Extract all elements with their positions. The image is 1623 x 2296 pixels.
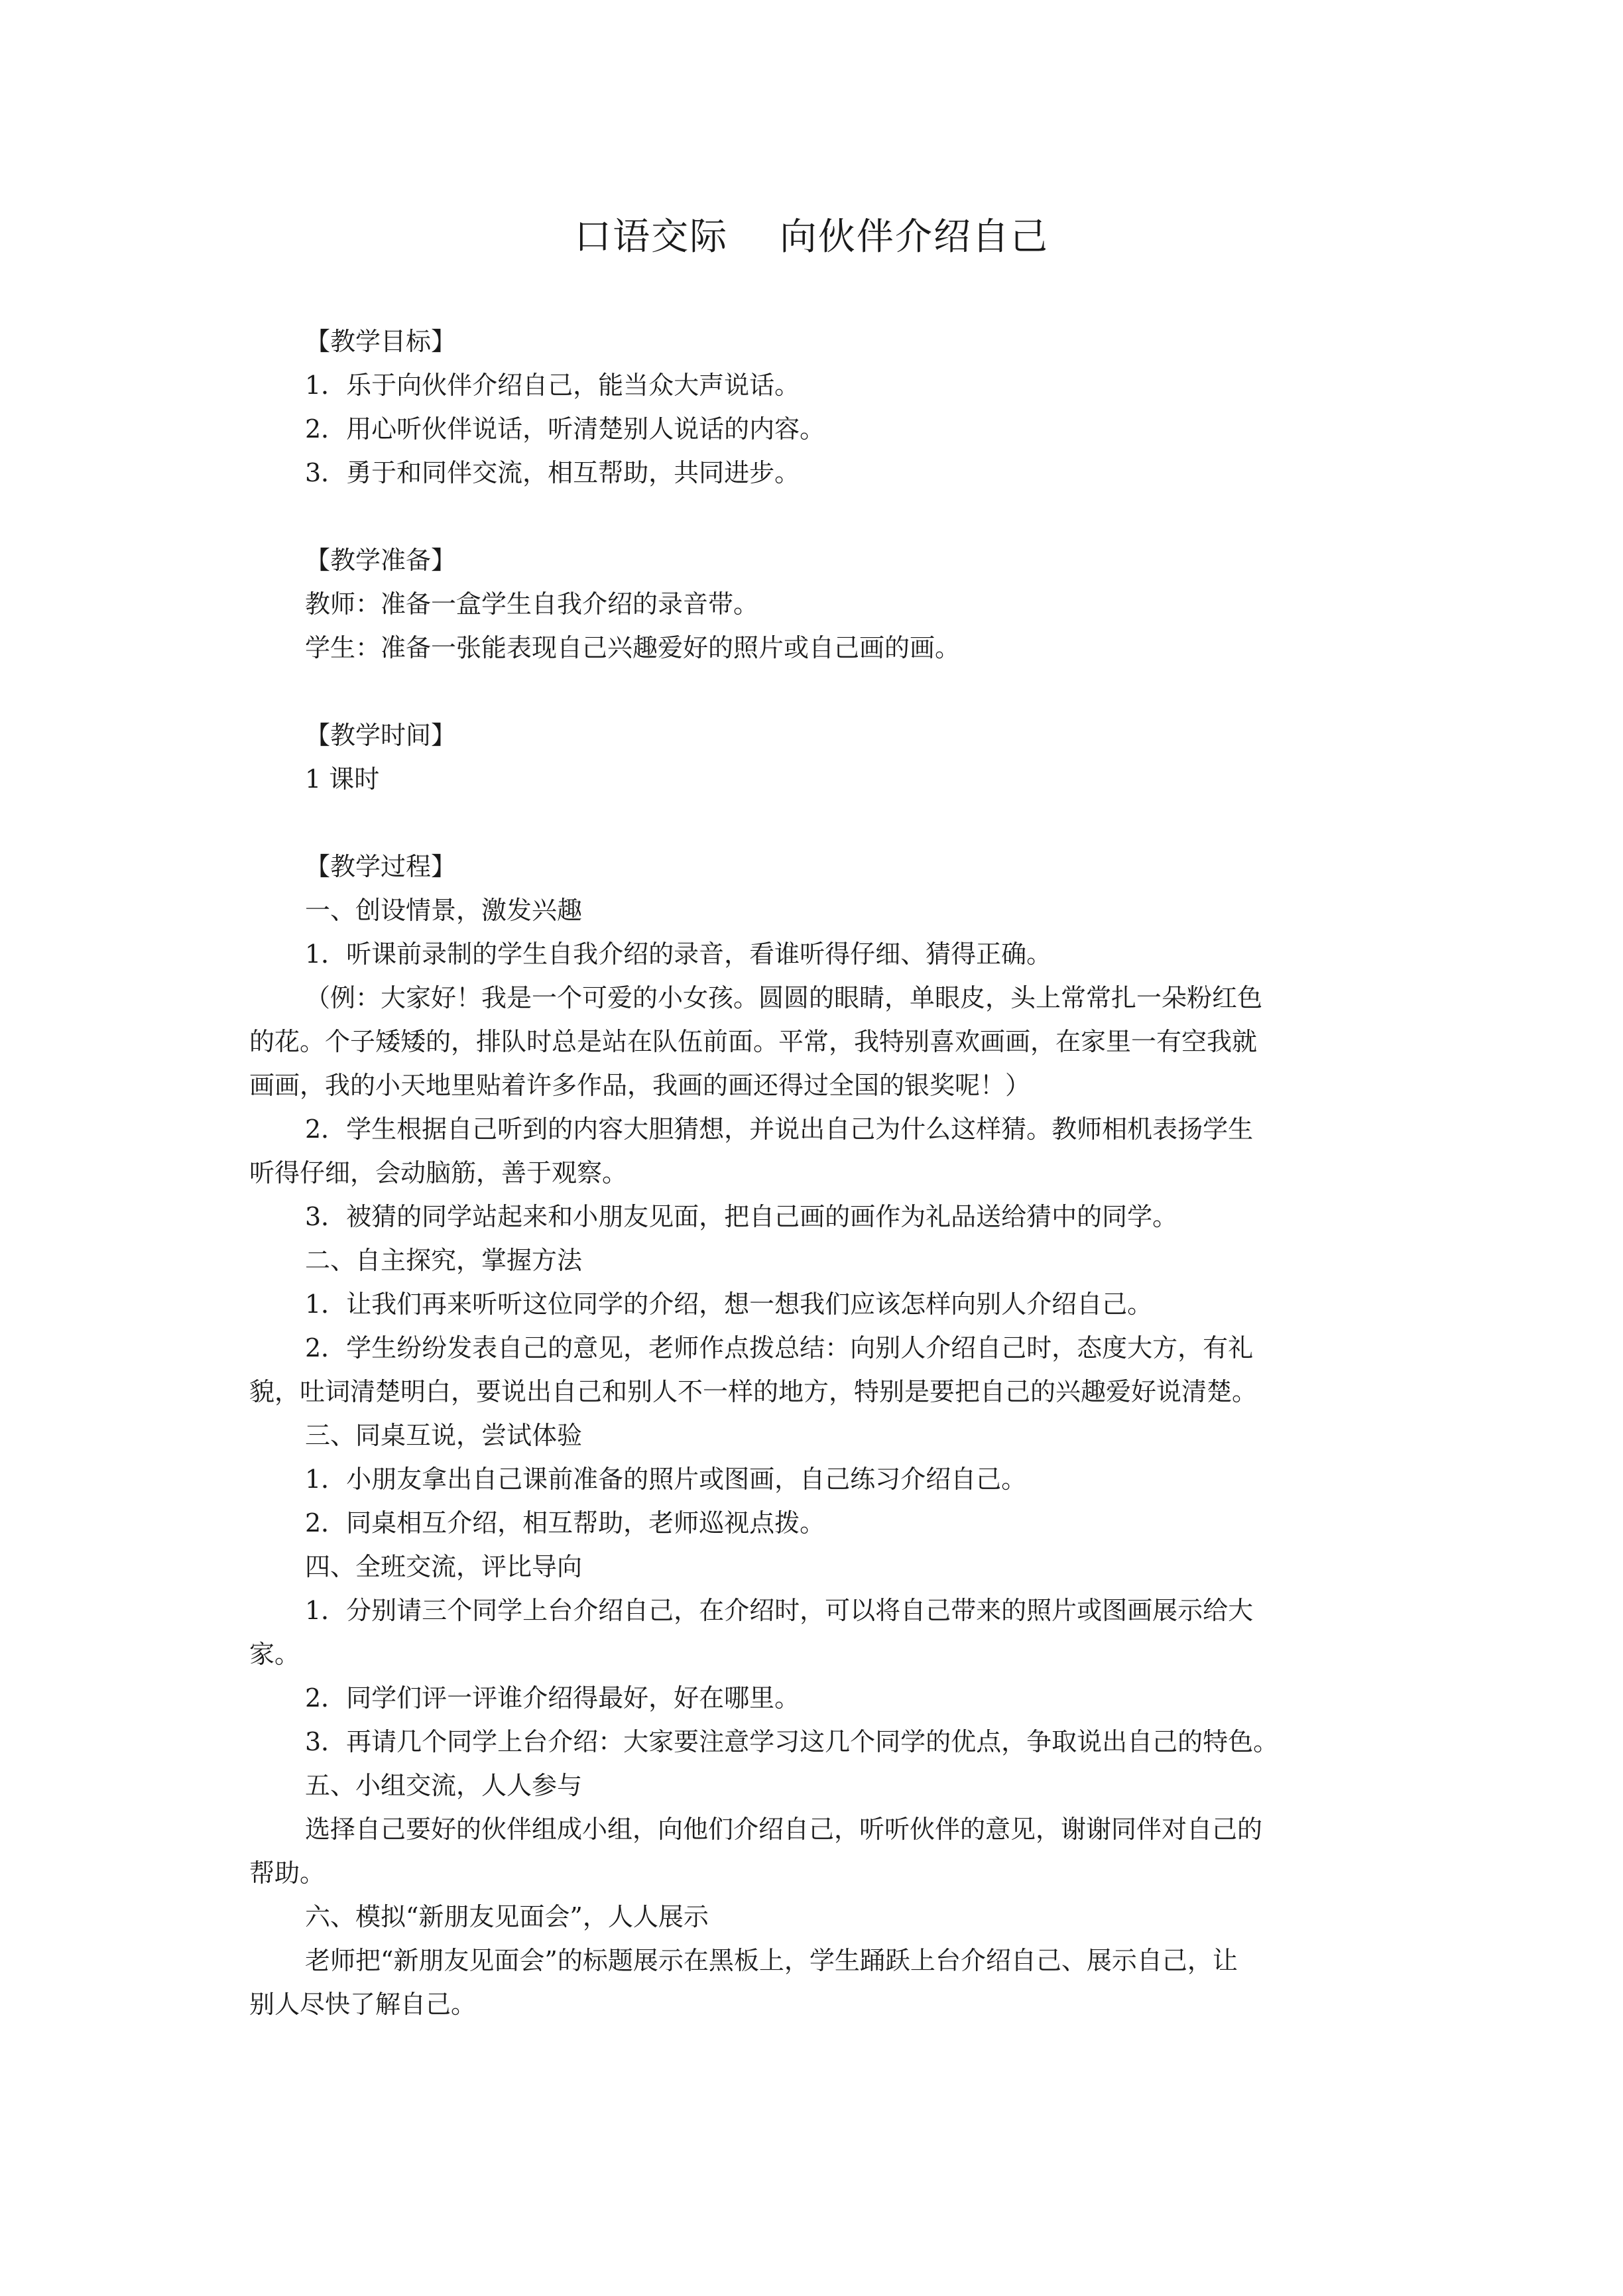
step-1-example-line-2: 的花。个子矮矮的，排队时总是站在队伍前面。平常，我特别喜欢画画，在家里一有空我就: [249, 1027, 1258, 1056]
step-6-p1-line-1: 老师把“新朋友见面会”的标题展示在黑板上，学生踊跃上台介绍自己、展示自己，让: [305, 1946, 1238, 1975]
step-1-p2-line-1: 2．学生根据自己听到的内容大胆猜想，并说出自己为什么这样猜。教师相机表扬学生: [305, 1115, 1254, 1144]
goal-item-2: 2．用心听伙伴说话，听清楚别人说话的内容。: [305, 414, 825, 444]
step-5-p1-line-1: 选择自己要好的伙伴组成小组，向他们介绍自己，听听伙伴的意见，谢谢同伴对自己的: [305, 1815, 1263, 1844]
step-1-p1: 1．听课前录制的学生自我介绍的录音，看谁听得仔细、猜得正确。: [305, 939, 1052, 969]
step-1-example-line-1: （例：大家好！我是一个可爱的小女孩。圆圆的眼睛，单眼皮，头上常常扎一朵粉红色: [305, 983, 1263, 1012]
step-1-p3: 3．被猜的同学站起来和小朋友见面，把自己画的画作为礼品送给猜中的同学。: [305, 1202, 1178, 1231]
goals-heading: 【教学目标】: [305, 327, 457, 356]
step-2-p2-line-2: 貌，吐词清楚明白，要说出自己和别人不一样的地方，特别是要把自己的兴趣爱好说清楚。: [249, 1377, 1258, 1406]
step-2-title: 二、自主探究，掌握方法: [305, 1246, 583, 1275]
step-3-p2: 2．同桌相互介绍，相互帮助，老师巡视点拨。: [305, 1508, 825, 1538]
spacer: [305, 801, 1392, 845]
prep-student: 学生：准备一张能表现自己兴趣爱好的照片或自己画的画。: [305, 633, 961, 662]
step-4-p3: 3．再请几个同学上台介绍：大家要注意学习这几个同学的优点，争取说出自己的特色。: [305, 1727, 1279, 1756]
step-1-p2-line-2: 听得仔细，会动脑筋，善于观察。: [249, 1158, 628, 1187]
step-6-p1-line-2: 别人尽快了解自己。: [249, 1990, 477, 2019]
step-5-p1-line-2: 帮助。: [249, 1858, 326, 1888]
step-3-p1: 1．小朋友拿出自己课前准备的照片或图画，自己练习介绍自己。: [305, 1465, 1027, 1494]
document-title: 口语交际 向伙伴介绍自己: [574, 215, 1049, 259]
step-4-p2: 2．同学们评一评谁介绍得最好，好在哪里。: [305, 1683, 800, 1713]
step-2-p2-line-1: 2．学生纷纷发表自己的意见，老师作点拨总结：向别人介绍自己时，态度大方，有礼: [305, 1333, 1254, 1362]
step-1-example-line-3: 画画，我的小天地里贴着许多作品，我画的画还得过全国的银奖呢！）: [249, 1071, 1031, 1100]
step-6-title: 六、模拟“新朋友见面会”，人人展示: [305, 1902, 709, 1931]
step-4-p1-line-2: 家。: [249, 1640, 300, 1669]
time-heading: 【教学时间】: [305, 721, 457, 750]
step-4-p1-line-1: 1．分别请三个同学上台介绍自己，在介绍时，可以将自己带来的照片或图画展示给大: [305, 1596, 1254, 1625]
spacer: [305, 670, 1392, 713]
step-2-p1: 1．让我们再来听听这位同学的介绍，想一想我们应该怎样向别人介绍自己。: [305, 1290, 1153, 1319]
prep-heading: 【教学准备】: [305, 546, 457, 575]
step-4-title: 四、全班交流，评比导向: [305, 1552, 583, 1581]
step-1-title: 一、创设情景，激发兴趣: [305, 896, 583, 925]
prep-teacher: 教师：准备一盒学生自我介绍的录音带。: [305, 589, 759, 619]
time-value: 1 课时: [305, 764, 380, 794]
goal-item-1: 1．乐于向伙伴介绍自己，能当众大声说话。: [305, 371, 800, 400]
step-3-title: 三、同桌互说，尝试体验: [305, 1421, 583, 1450]
step-5-title: 五、小组交流，人人参与: [305, 1771, 583, 1800]
goal-item-3: 3．勇于和同伴交流，相互帮助，共同进步。: [305, 458, 800, 487]
document-body: [249, 320, 1392, 2026]
process-heading: 【教学过程】: [305, 852, 457, 881]
spacer: [305, 495, 1392, 538]
